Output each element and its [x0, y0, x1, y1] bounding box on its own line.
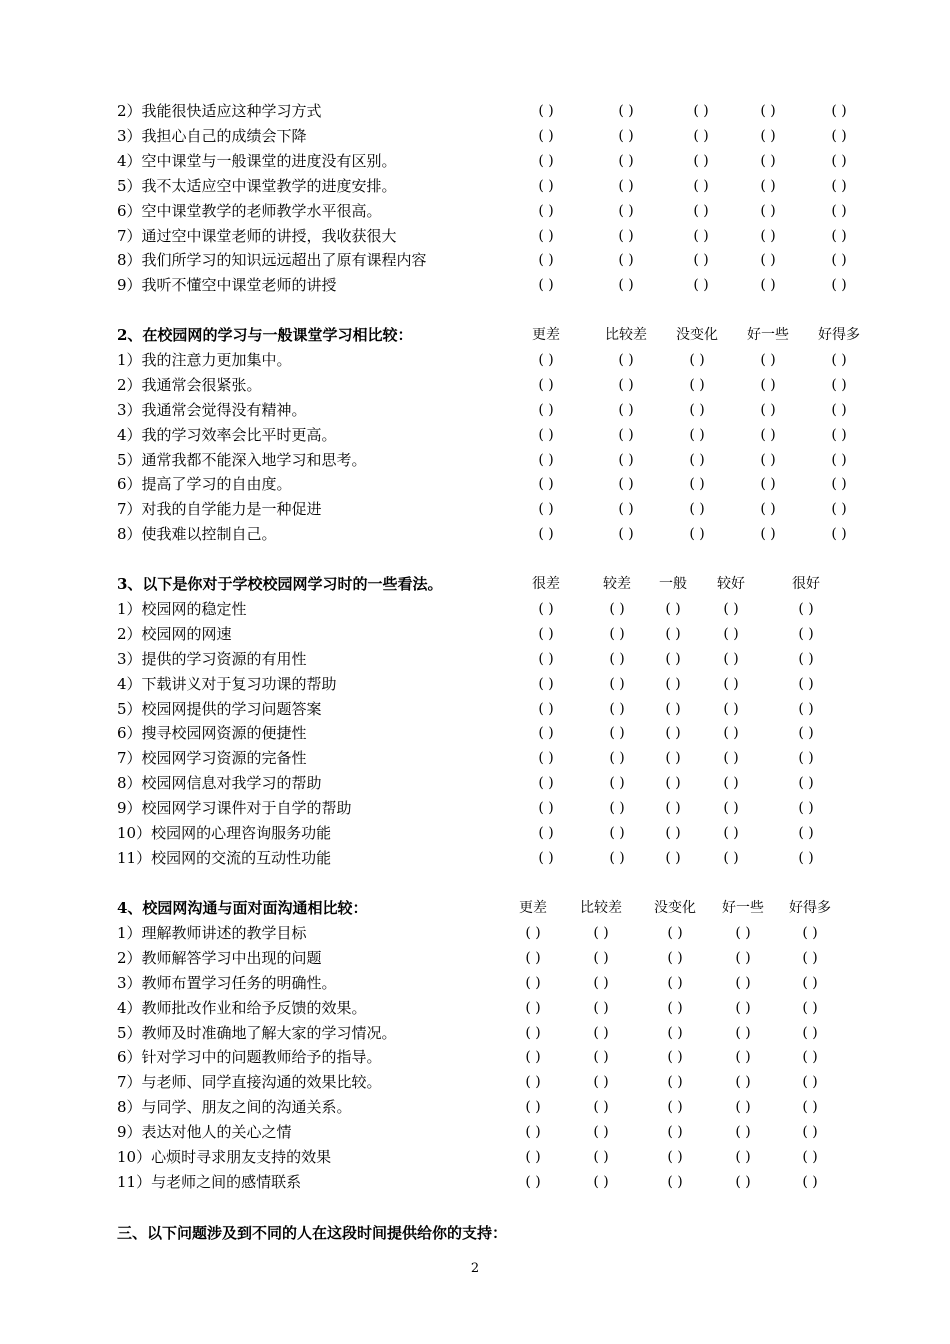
rating-column-header: 好得多 — [789, 900, 831, 916]
rating-choice-blank[interactable]: ( ) — [831, 177, 847, 194]
question-text: 10）心烦时寻求朋友支持的效果 — [117, 1148, 332, 1166]
rating-choice-blank[interactable]: ( ) — [525, 1173, 541, 1190]
rating-choice-blank[interactable]: ( ) — [609, 825, 625, 841]
rating-choice-blank[interactable]: ( ) — [802, 1124, 818, 1141]
rating-choice-blank[interactable]: ( ) — [593, 1149, 609, 1165]
rating-choice-blank[interactable]: ( ) — [689, 451, 705, 468]
rating-choice-blank[interactable]: ( ) — [618, 526, 634, 543]
rating-choice-blank[interactable]: ( ) — [723, 825, 739, 841]
rating-choice-blank[interactable]: ( ) — [609, 849, 625, 866]
rating-choice-blank[interactable]: ( ) — [831, 277, 847, 294]
question-row — [0, 398, 950, 423]
rating-choice-blank[interactable]: ( ) — [798, 675, 814, 692]
rating-column-header: 较差 — [603, 576, 631, 592]
rating-choice-blank[interactable]: ( ) — [618, 127, 634, 144]
rating-column-header: 很差 — [532, 576, 560, 592]
rating-choice-blank[interactable]: ( ) — [665, 750, 681, 767]
question-text: 7）对我的自学能力是一种促进 — [117, 500, 322, 519]
question-row — [0, 796, 950, 821]
question-text: 2）校园网的网速 — [117, 624, 232, 643]
rating-choice-blank[interactable]: ( ) — [538, 625, 554, 642]
rating-choice-blank[interactable]: ( ) — [735, 924, 751, 941]
question-text: 5）我不太适应空中课堂教学的进度安排。 — [117, 176, 397, 195]
rating-choice-blank[interactable]: ( ) — [525, 1124, 541, 1141]
page-number: 2 — [470, 1261, 480, 1276]
rating-choice-blank[interactable]: ( ) — [689, 526, 705, 543]
rating-choice-blank[interactable]: ( ) — [525, 974, 541, 991]
rating-choice-blank[interactable]: ( ) — [760, 526, 776, 543]
rating-choice-blank[interactable]: ( ) — [802, 1049, 818, 1066]
rating-choice-blank[interactable]: ( ) — [760, 351, 776, 368]
rating-choice-blank[interactable]: ( ) — [831, 227, 847, 244]
rating-column-header: 较好 — [717, 576, 745, 592]
question-text: 5）通常我都不能深入地学习和思考。 — [117, 450, 367, 469]
question-text: 11）校园网的交流的互动性功能 — [117, 848, 332, 867]
rating-choice-blank[interactable]: ( ) — [665, 675, 681, 692]
question-text: 9）校园网学习课件对于自学的帮助 — [117, 799, 352, 818]
rating-choice-blank[interactable]: ( ) — [618, 426, 634, 443]
question-row — [0, 99, 950, 124]
question-row — [0, 1070, 950, 1095]
rating-choice-blank[interactable]: ( ) — [831, 152, 847, 169]
question-row — [0, 1145, 950, 1170]
question-text: 8）我们所学习的知识远远超出了原有课程内容 — [117, 251, 427, 270]
rating-choice-blank[interactable]: ( ) — [831, 202, 847, 219]
rating-choice-blank[interactable]: ( ) — [667, 1074, 683, 1091]
question-row — [0, 174, 950, 199]
rating-choice-blank[interactable]: ( ) — [693, 103, 709, 119]
section-title: 3、以下是你对于学校校园网学习时的一些看法。 — [117, 575, 443, 593]
rating-choice-blank[interactable]: ( ) — [667, 1024, 683, 1041]
rating-choice-blank[interactable]: ( ) — [693, 202, 709, 219]
rating-choice-blank[interactable]: ( ) — [689, 401, 705, 418]
rating-choice-blank[interactable]: ( ) — [609, 725, 625, 742]
rating-choice-blank[interactable]: ( ) — [667, 1149, 683, 1165]
rating-choice-blank[interactable]: ( ) — [831, 401, 847, 418]
question-row — [0, 672, 950, 697]
rating-choice-blank[interactable]: ( ) — [525, 1049, 541, 1066]
rating-column-header: 比较差 — [580, 900, 622, 916]
rating-choice-blank[interactable]: ( ) — [538, 103, 554, 119]
question-text: 6）搜寻校园网资源的便捷性 — [117, 724, 307, 743]
rating-choice-blank[interactable]: ( ) — [831, 526, 847, 543]
rating-choice-blank[interactable]: ( ) — [798, 725, 814, 742]
rating-choice-blank[interactable]: ( ) — [798, 650, 814, 667]
rating-choice-blank[interactable]: ( ) — [665, 625, 681, 642]
rating-choice-blank[interactable]: ( ) — [831, 351, 847, 368]
rating-choice-blank[interactable]: ( ) — [538, 426, 554, 443]
rating-choice-blank[interactable]: ( ) — [760, 476, 776, 493]
question-text: 8）与同学、朋友之间的沟通关系。 — [117, 1098, 352, 1117]
rating-choice-blank[interactable]: ( ) — [593, 1024, 609, 1041]
rating-choice-blank[interactable]: ( ) — [538, 849, 554, 866]
rating-choice-blank[interactable]: ( ) — [538, 501, 554, 518]
rating-choice-blank[interactable]: ( ) — [723, 625, 739, 642]
question-row — [0, 846, 950, 871]
rating-choice-blank[interactable]: ( ) — [538, 376, 554, 393]
rating-choice-blank[interactable]: ( ) — [538, 775, 554, 792]
question-row — [0, 497, 950, 522]
question-text: 4）我的学习效率会比平时更高。 — [117, 425, 337, 444]
question-row — [0, 1095, 950, 1120]
rating-choice-blank[interactable]: ( ) — [760, 501, 776, 518]
rating-choice-blank[interactable]: ( ) — [760, 451, 776, 468]
rating-choice-blank[interactable]: ( ) — [538, 675, 554, 692]
rating-choice-blank[interactable]: ( ) — [667, 1049, 683, 1066]
rating-choice-blank[interactable]: ( ) — [802, 1149, 818, 1165]
rating-choice-blank[interactable]: ( ) — [593, 949, 609, 966]
question-text: 7）通过空中课堂老师的讲授，我收获很大 — [117, 226, 397, 245]
rating-column-header: 好一些 — [747, 327, 789, 343]
question-text: 4）下载讲义对于复习功课的帮助 — [117, 674, 337, 693]
question-row — [0, 1170, 950, 1195]
question-row — [0, 597, 950, 622]
rating-choice-blank[interactable]: ( ) — [593, 924, 609, 941]
rating-choice-blank[interactable]: ( ) — [667, 924, 683, 941]
rating-choice-blank[interactable]: ( ) — [538, 476, 554, 493]
rating-choice-blank[interactable]: ( ) — [831, 426, 847, 443]
section-title: 4、校园网沟通与面对面沟通相比较： — [117, 899, 368, 917]
rating-choice-blank[interactable]: ( ) — [618, 227, 634, 244]
rating-choice-blank[interactable]: ( ) — [735, 1074, 751, 1091]
question-row — [0, 946, 950, 971]
rating-choice-blank[interactable]: ( ) — [735, 999, 751, 1016]
rating-choice-blank[interactable]: ( ) — [831, 476, 847, 493]
rating-choice-blank[interactable]: ( ) — [798, 750, 814, 767]
rating-choice-blank[interactable]: ( ) — [802, 999, 818, 1016]
rating-choice-blank[interactable]: ( ) — [689, 376, 705, 393]
rating-choice-blank[interactable]: ( ) — [831, 501, 847, 518]
rating-choice-blank[interactable]: ( ) — [609, 800, 625, 817]
question-row — [0, 1021, 950, 1046]
rating-choice-blank[interactable]: ( ) — [667, 1124, 683, 1141]
rating-choice-blank[interactable]: ( ) — [618, 252, 634, 269]
question-row — [0, 423, 950, 448]
rating-choice-blank[interactable]: ( ) — [538, 127, 554, 144]
rating-choice-blank[interactable]: ( ) — [798, 825, 814, 841]
rating-choice-blank[interactable]: ( ) — [609, 775, 625, 792]
rating-choice-blank[interactable]: ( ) — [667, 974, 683, 991]
rating-choice-blank[interactable]: ( ) — [802, 924, 818, 941]
rating-choice-blank[interactable]: ( ) — [525, 1074, 541, 1091]
question-row — [0, 248, 950, 273]
rating-choice-blank[interactable]: ( ) — [525, 949, 541, 966]
rating-column-header: 比较差 — [605, 327, 647, 343]
rating-choice-blank[interactable]: ( ) — [667, 1099, 683, 1116]
question-text: 7）校园网学习资源的完备性 — [117, 749, 307, 768]
rating-choice-blank[interactable]: ( ) — [618, 376, 634, 393]
rating-choice-blank[interactable]: ( ) — [693, 227, 709, 244]
rating-choice-blank[interactable]: ( ) — [665, 725, 681, 742]
question-text: 1）校园网的稳定性 — [117, 599, 247, 618]
rating-choice-blank[interactable]: ( ) — [802, 1074, 818, 1091]
rating-choice-blank[interactable]: ( ) — [760, 202, 776, 219]
question-row — [0, 697, 950, 722]
rating-choice-blank[interactable]: ( ) — [665, 700, 681, 717]
rating-choice-blank[interactable]: ( ) — [735, 1124, 751, 1141]
question-text: 10）校园网的心理咨询服务功能 — [117, 824, 332, 842]
question-text: 9）表达对他人的关心之情 — [117, 1123, 292, 1142]
rating-choice-blank[interactable]: ( ) — [538, 600, 554, 617]
rating-choice-blank[interactable]: ( ) — [723, 775, 739, 792]
rating-choice-blank[interactable]: ( ) — [609, 700, 625, 717]
rating-choice-blank[interactable]: ( ) — [618, 401, 634, 418]
rating-choice-blank[interactable]: ( ) — [760, 376, 776, 393]
question-text: 1）我的注意力更加集中。 — [117, 350, 292, 369]
rating-choice-blank[interactable]: ( ) — [760, 127, 776, 144]
rating-choice-blank[interactable]: ( ) — [593, 1173, 609, 1190]
question-text: 6）提高了学习的自由度。 — [117, 475, 292, 494]
rating-choice-blank[interactable]: ( ) — [735, 1149, 751, 1165]
rating-choice-blank[interactable]: ( ) — [593, 974, 609, 991]
question-row — [0, 448, 950, 473]
question-row — [0, 996, 950, 1021]
question-row — [0, 721, 950, 746]
question-text: 8）使我难以控制自己。 — [117, 525, 277, 544]
rating-choice-blank[interactable]: ( ) — [760, 277, 776, 294]
question-row — [0, 647, 950, 672]
rating-choice-blank[interactable]: ( ) — [525, 1099, 541, 1116]
question-row — [0, 771, 950, 796]
rating-choice-blank[interactable]: ( ) — [760, 252, 776, 269]
rating-choice-blank[interactable]: ( ) — [735, 1049, 751, 1066]
question-row — [0, 124, 950, 149]
question-text: 11）与老师之间的感情联系 — [117, 1172, 302, 1191]
question-text: 4）教师批改作业和给予反馈的效果。 — [117, 998, 367, 1017]
rating-choice-blank[interactable]: ( ) — [735, 1099, 751, 1116]
rating-choice-blank[interactable]: ( ) — [538, 451, 554, 468]
rating-choice-blank[interactable]: ( ) — [735, 1024, 751, 1041]
question-row — [0, 622, 950, 647]
rating-choice-blank[interactable]: ( ) — [609, 650, 625, 667]
question-row — [0, 821, 950, 846]
question-row — [0, 472, 950, 497]
rating-choice-blank[interactable]: ( ) — [831, 376, 847, 393]
rating-column-header: 没变化 — [676, 327, 718, 343]
rating-choice-blank[interactable]: ( ) — [802, 949, 818, 966]
rating-choice-blank[interactable]: ( ) — [593, 1124, 609, 1141]
rating-choice-blank[interactable]: ( ) — [538, 177, 554, 194]
rating-choice-blank[interactable]: ( ) — [525, 924, 541, 941]
rating-choice-blank[interactable]: ( ) — [665, 775, 681, 792]
rating-choice-blank[interactable]: ( ) — [689, 426, 705, 443]
rating-choice-blank[interactable]: ( ) — [760, 227, 776, 244]
rating-choice-blank[interactable]: ( ) — [609, 750, 625, 767]
rating-choice-blank[interactable]: ( ) — [665, 825, 681, 841]
rating-choice-blank[interactable]: ( ) — [798, 800, 814, 817]
question-text: 3）提供的学习资源的有用性 — [117, 649, 307, 668]
rating-choice-blank[interactable]: ( ) — [693, 177, 709, 194]
rating-choice-blank[interactable]: ( ) — [802, 1024, 818, 1041]
question-text: 2）我能很快适应这种学习方式 — [117, 102, 322, 120]
rating-choice-blank[interactable]: ( ) — [618, 451, 634, 468]
question-row — [0, 1120, 950, 1145]
rating-choice-blank[interactable]: ( ) — [798, 775, 814, 792]
rating-column-header: 好一些 — [722, 900, 764, 916]
rating-choice-blank[interactable]: ( ) — [802, 974, 818, 991]
rating-choice-blank[interactable]: ( ) — [538, 750, 554, 767]
question-text: 4）空中课堂与一般课堂的进度没有区别。 — [117, 151, 397, 170]
rating-column-header: 一般 — [659, 576, 687, 592]
rating-choice-blank[interactable]: ( ) — [618, 202, 634, 219]
rating-choice-blank[interactable]: ( ) — [802, 1173, 818, 1190]
question-text: 5）教师及时准确地了解大家的学习情况。 — [117, 1023, 397, 1042]
rating-choice-blank[interactable]: ( ) — [723, 675, 739, 692]
question-row — [0, 746, 950, 771]
rating-choice-blank[interactable]: ( ) — [723, 650, 739, 667]
rating-choice-blank[interactable]: ( ) — [538, 825, 554, 841]
rating-choice-blank[interactable]: ( ) — [665, 650, 681, 667]
rating-choice-blank[interactable]: ( ) — [665, 849, 681, 866]
section-title: 2、在校园网的学习与一般课堂学习相比较： — [117, 326, 413, 344]
section-header-row — [0, 896, 950, 921]
question-row — [0, 1045, 950, 1070]
rating-choice-blank[interactable]: ( ) — [593, 1049, 609, 1066]
rating-choice-blank[interactable]: ( ) — [665, 600, 681, 617]
rating-column-header: 没变化 — [654, 900, 696, 916]
rating-choice-blank[interactable]: ( ) — [760, 103, 776, 119]
rating-choice-blank[interactable]: ( ) — [538, 202, 554, 219]
rating-choice-blank[interactable]: ( ) — [618, 476, 634, 493]
rating-column-header: 更差 — [519, 900, 547, 916]
rating-choice-blank[interactable]: ( ) — [735, 1173, 751, 1190]
rating-choice-blank[interactable]: ( ) — [735, 949, 751, 966]
rating-choice-blank[interactable]: ( ) — [689, 351, 705, 368]
question-row — [0, 971, 950, 996]
question-text: 6）针对学习中的问题教师给予的指导。 — [117, 1048, 382, 1067]
rating-choice-blank[interactable]: ( ) — [831, 252, 847, 269]
question-text: 2）教师解答学习中出现的问题 — [117, 948, 322, 967]
question-text: 5）校园网提供的学习问题答案 — [117, 699, 322, 718]
rating-choice-blank[interactable]: ( ) — [618, 351, 634, 368]
rating-choice-blank[interactable]: ( ) — [760, 401, 776, 418]
rating-choice-blank[interactable]: ( ) — [667, 999, 683, 1016]
rating-choice-blank[interactable]: ( ) — [593, 1074, 609, 1091]
rating-choice-blank[interactable]: ( ) — [723, 600, 739, 617]
rating-choice-blank[interactable]: ( ) — [538, 277, 554, 294]
rating-choice-blank[interactable]: ( ) — [760, 426, 776, 443]
rating-choice-blank[interactable]: ( ) — [667, 949, 683, 966]
rating-choice-blank[interactable]: ( ) — [798, 700, 814, 717]
rating-choice-blank[interactable]: ( ) — [689, 501, 705, 518]
section-header-row — [0, 323, 950, 348]
rating-choice-blank[interactable]: ( ) — [667, 1173, 683, 1190]
rating-choice-blank[interactable]: ( ) — [538, 252, 554, 269]
rating-choice-blank[interactable]: ( ) — [538, 800, 554, 817]
rating-choice-blank[interactable]: ( ) — [802, 1099, 818, 1116]
rating-column-header: 好得多 — [818, 327, 860, 343]
rating-choice-blank[interactable]: ( ) — [538, 700, 554, 717]
rating-choice-blank[interactable]: ( ) — [723, 725, 739, 742]
rating-choice-blank[interactable]: ( ) — [798, 625, 814, 642]
rating-choice-blank[interactable]: ( ) — [593, 999, 609, 1016]
rating-choice-blank[interactable]: ( ) — [609, 600, 625, 617]
question-text: 3）我担心自己的成绩会下降 — [117, 126, 307, 145]
section-header-row — [0, 572, 950, 597]
rating-choice-blank[interactable]: ( ) — [693, 127, 709, 144]
rating-column-header: 更差 — [532, 327, 560, 343]
question-text: 1）理解教师讲述的教学目标 — [117, 923, 307, 942]
rating-choice-blank[interactable]: ( ) — [538, 401, 554, 418]
rating-choice-blank[interactable]: ( ) — [665, 800, 681, 817]
question-row — [0, 348, 950, 373]
rating-choice-blank[interactable]: ( ) — [609, 625, 625, 642]
question-text: 7）与老师、同学直接沟通的效果比较。 — [117, 1073, 382, 1092]
question-text: 2）我通常会很紧张。 — [117, 375, 262, 394]
rating-column-header: 很好 — [792, 576, 820, 592]
rating-choice-blank[interactable]: ( ) — [593, 1099, 609, 1116]
rating-choice-blank[interactable]: ( ) — [760, 152, 776, 169]
rating-choice-blank[interactable]: ( ) — [538, 227, 554, 244]
question-text: 6）空中课堂教学的老师教学水平很高。 — [117, 201, 382, 220]
question-text: 3）教师布置学习任务的明确性。 — [117, 973, 337, 992]
question-row — [0, 199, 950, 224]
rating-choice-blank[interactable]: ( ) — [618, 501, 634, 518]
rating-choice-blank[interactable]: ( ) — [831, 127, 847, 144]
rating-choice-blank[interactable]: ( ) — [735, 974, 751, 991]
question-row — [0, 522, 950, 547]
rating-choice-blank[interactable]: ( ) — [798, 849, 814, 866]
rating-choice-blank[interactable]: ( ) — [618, 177, 634, 194]
rating-choice-blank[interactable]: ( ) — [723, 700, 739, 717]
part-three-heading: 三、以下问题涉及到不同的人在这段时间提供给你的支持： — [117, 1224, 508, 1242]
rating-choice-blank[interactable]: ( ) — [538, 650, 554, 667]
rating-choice-blank[interactable]: ( ) — [618, 103, 634, 119]
rating-choice-blank[interactable]: ( ) — [538, 152, 554, 169]
rating-choice-blank[interactable]: ( ) — [689, 476, 705, 493]
rating-choice-blank[interactable]: ( ) — [538, 351, 554, 368]
question-row — [0, 273, 950, 298]
question-row — [0, 149, 950, 174]
rating-choice-blank[interactable]: ( ) — [723, 849, 739, 866]
rating-choice-blank[interactable]: ( ) — [693, 152, 709, 169]
question-text: 9）我听不懂空中课堂老师的讲授 — [117, 276, 337, 295]
question-row — [0, 224, 950, 249]
rating-choice-blank[interactable]: ( ) — [609, 675, 625, 692]
rating-choice-blank[interactable]: ( ) — [618, 277, 634, 294]
question-row — [0, 373, 950, 398]
rating-choice-blank[interactable]: ( ) — [693, 252, 709, 269]
rating-choice-blank[interactable]: ( ) — [760, 177, 776, 194]
rating-choice-blank[interactable]: ( ) — [618, 152, 634, 169]
rating-choice-blank[interactable]: ( ) — [525, 999, 541, 1016]
rating-choice-blank[interactable]: ( ) — [831, 103, 847, 119]
rating-choice-blank[interactable]: ( ) — [723, 800, 739, 817]
rating-choice-blank[interactable]: ( ) — [525, 1024, 541, 1041]
rating-choice-blank[interactable]: ( ) — [538, 526, 554, 543]
rating-choice-blank[interactable]: ( ) — [798, 600, 814, 617]
rating-choice-blank[interactable]: ( ) — [723, 750, 739, 767]
question-text: 8）校园网信息对我学习的帮助 — [117, 774, 322, 793]
question-text: 3）我通常会觉得没有精神。 — [117, 400, 307, 419]
rating-choice-blank[interactable]: ( ) — [538, 725, 554, 742]
rating-choice-blank[interactable]: ( ) — [525, 1149, 541, 1165]
rating-choice-blank[interactable]: ( ) — [831, 451, 847, 468]
question-row — [0, 921, 950, 946]
rating-choice-blank[interactable]: ( ) — [693, 277, 709, 294]
